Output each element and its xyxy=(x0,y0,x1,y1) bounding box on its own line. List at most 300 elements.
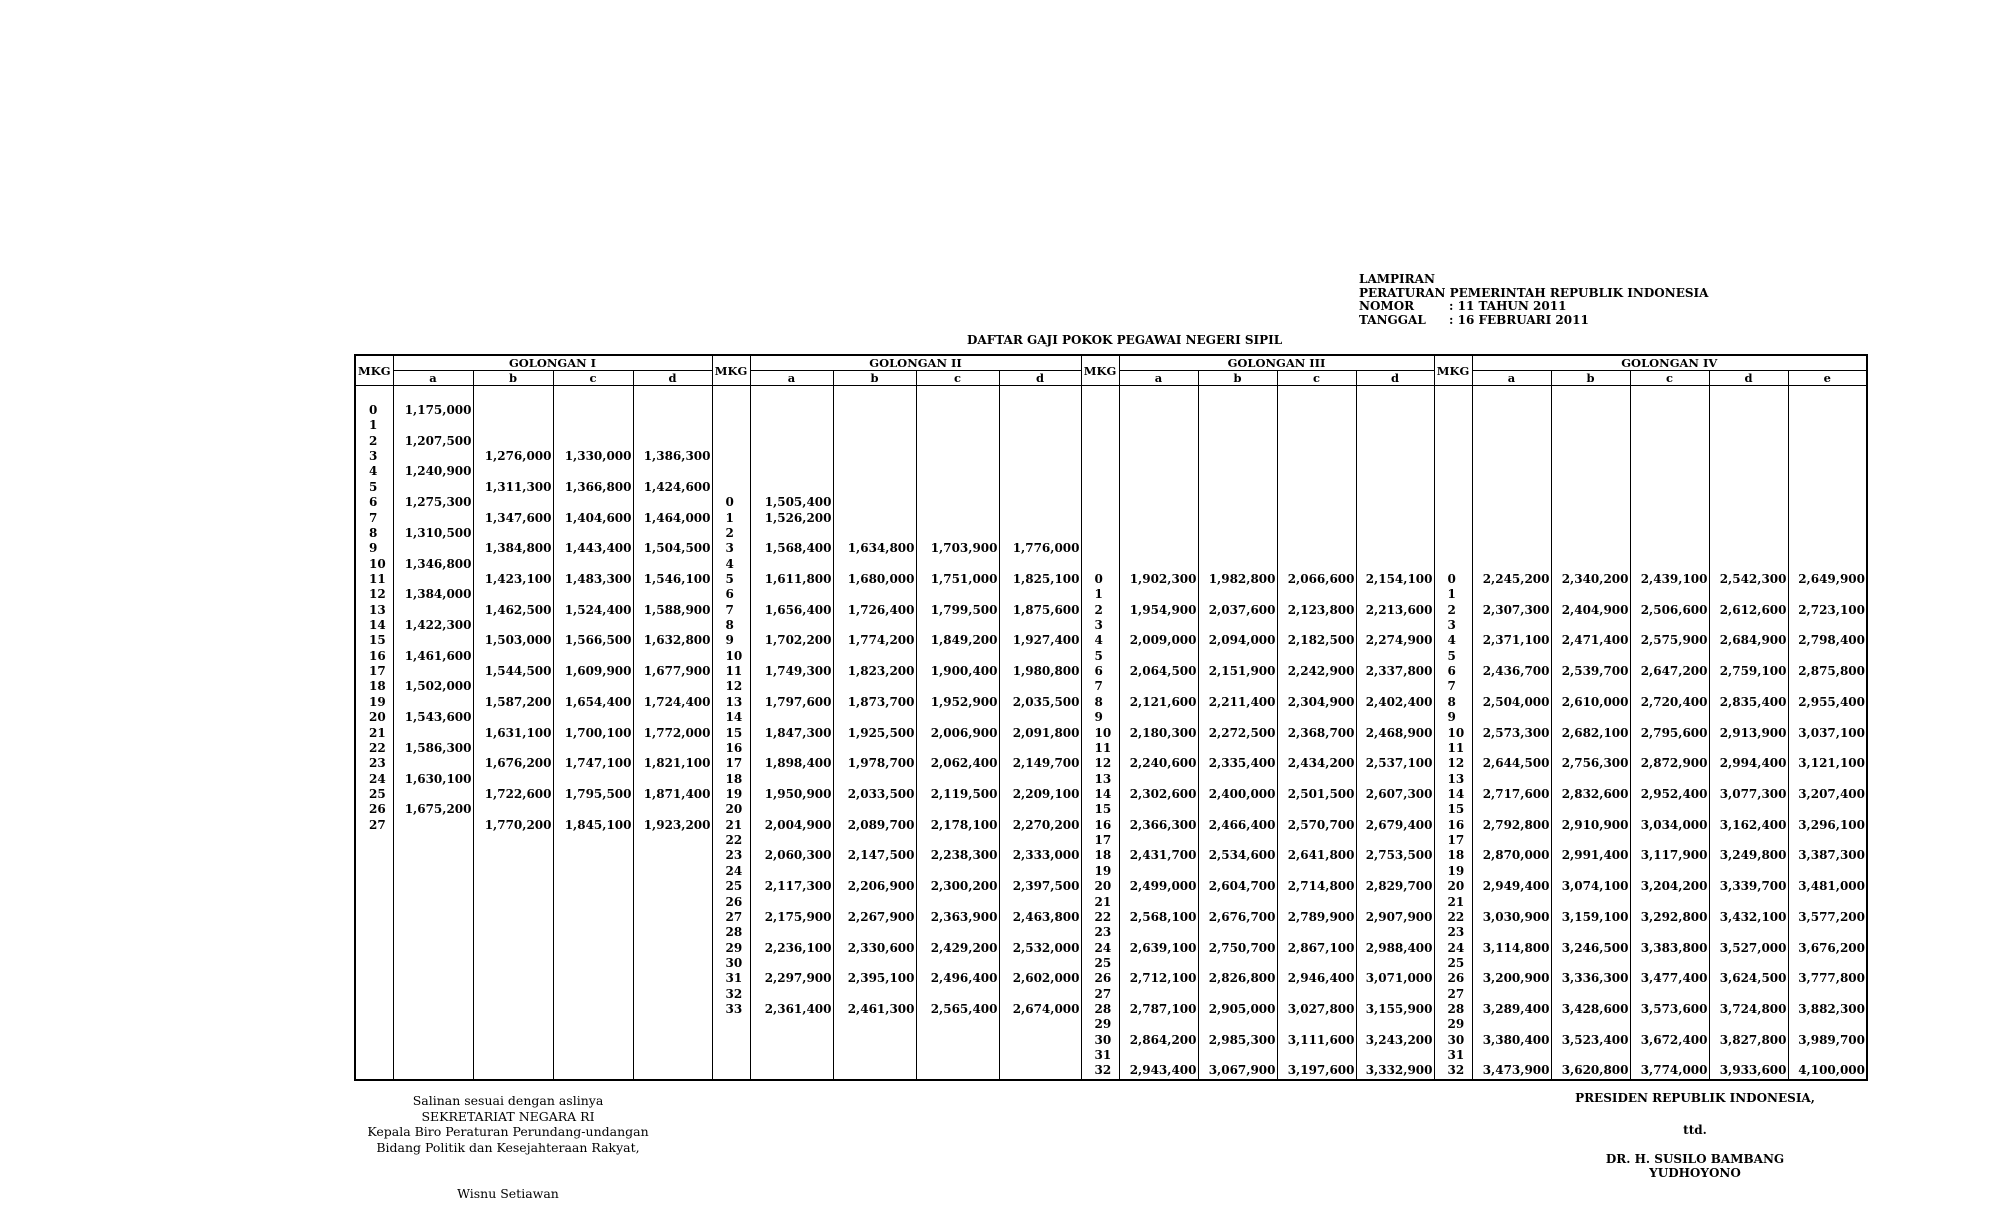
mkg-cell xyxy=(712,386,750,404)
mkg-cell xyxy=(1081,464,1119,479)
table-row xyxy=(355,587,1867,602)
salary-cell: 2,720,400 xyxy=(1630,695,1709,710)
salary-cell: 1,483,300 xyxy=(553,572,633,587)
salary-cell: 2,826,800 xyxy=(1198,971,1277,986)
salary-cell xyxy=(633,987,712,1002)
mkg-cell: 29 xyxy=(712,941,750,956)
salary-cell: 2,875,800 xyxy=(1788,664,1867,679)
subcol-header: b xyxy=(473,371,553,386)
salary-cell xyxy=(1472,987,1551,1002)
salary-cell: 2,245,200 xyxy=(1472,572,1551,587)
salary-cell xyxy=(1472,679,1551,694)
mkg-cell: 3 xyxy=(355,449,393,464)
salary-cell xyxy=(1119,1017,1198,1032)
salary-cell: 3,774,000 xyxy=(1630,1063,1709,1079)
salary-cell: 2,717,600 xyxy=(1472,787,1551,802)
mkg-cell: 9 xyxy=(1434,710,1472,725)
salary-cell xyxy=(393,418,473,433)
salary-cell: 2,639,100 xyxy=(1119,941,1198,956)
salary-cell xyxy=(1551,557,1630,572)
salary-cell xyxy=(1356,403,1434,418)
salary-cell: 1,611,800 xyxy=(750,572,833,587)
mkg-cell: 18 xyxy=(355,679,393,694)
mkg-cell: 31 xyxy=(1434,1048,1472,1063)
mkg-cell: 13 xyxy=(1081,772,1119,787)
salary-cell: 3,428,600 xyxy=(1551,1002,1630,1017)
mkg-cell: 4 xyxy=(1434,633,1472,648)
salary-cell: 3,432,100 xyxy=(1709,910,1788,925)
salary-cell xyxy=(916,495,999,510)
salary-cell xyxy=(553,618,633,633)
salary-cell xyxy=(1472,710,1551,725)
salary-cell xyxy=(1119,418,1198,433)
salary-cell xyxy=(1630,403,1709,418)
mkg-cell: 24 xyxy=(712,864,750,879)
salary-cell: 1,898,400 xyxy=(750,756,833,771)
salary-cell xyxy=(750,802,833,817)
salary-cell xyxy=(1356,386,1434,404)
salary-cell: 2,267,900 xyxy=(833,910,916,925)
salary-cell xyxy=(1356,434,1434,449)
salary-cell: 3,672,400 xyxy=(1630,1033,1709,1048)
salary-cell xyxy=(473,386,553,404)
salary-cell xyxy=(1119,511,1198,526)
salary-cell xyxy=(916,434,999,449)
salary-cell: 2,211,400 xyxy=(1198,695,1277,710)
salary-cell xyxy=(1277,557,1356,572)
salary-cell: 2,795,600 xyxy=(1630,726,1709,741)
mkg-cell: 10 xyxy=(712,649,750,664)
salary-cell xyxy=(1788,833,1867,848)
salary-cell xyxy=(833,587,916,602)
president-title: PRESIDEN REPUBLIK INDONESIA, xyxy=(1575,1091,1815,1105)
salary-cell xyxy=(1472,541,1551,556)
subcol-header: d xyxy=(633,371,712,386)
salary-cell xyxy=(1630,541,1709,556)
mkg-cell: 30 xyxy=(1081,1033,1119,1048)
salary-cell: 1,586,300 xyxy=(393,741,473,756)
salary-cell: 3,473,900 xyxy=(1472,1063,1551,1079)
salary-cell xyxy=(833,526,916,541)
salary-cell xyxy=(1119,802,1198,817)
mkg-cell: 19 xyxy=(712,787,750,802)
salary-cell xyxy=(1472,480,1551,495)
salary-cell: 2,302,600 xyxy=(1119,787,1198,802)
table-row xyxy=(355,1033,1867,1048)
table-row xyxy=(355,649,1867,664)
salary-cell xyxy=(750,649,833,664)
salary-cell xyxy=(1551,526,1630,541)
salary-cell xyxy=(999,741,1081,756)
mkg-cell: 3 xyxy=(1081,618,1119,633)
nomor-value: : 11 TAHUN 2011 xyxy=(1449,299,1567,313)
table-row xyxy=(355,1002,1867,1017)
salary-cell xyxy=(1788,418,1867,433)
salary-cell xyxy=(999,956,1081,971)
salary-cell xyxy=(750,895,833,910)
mkg-cell: 24 xyxy=(1434,941,1472,956)
salary-cell xyxy=(916,679,999,694)
salary-cell: 1,700,100 xyxy=(553,726,633,741)
mkg-cell: 23 xyxy=(1081,925,1119,940)
salary-cell xyxy=(1472,618,1551,633)
salary-cell xyxy=(1277,480,1356,495)
salary-cell xyxy=(473,710,553,725)
salary-cell xyxy=(1788,449,1867,464)
salary-cell xyxy=(1788,511,1867,526)
salary-cell: 3,676,200 xyxy=(1788,941,1867,956)
lampiran-tanggal xyxy=(1359,314,1708,328)
salary-cell xyxy=(1630,679,1709,694)
mkg-cell: 25 xyxy=(1434,956,1472,971)
salary-cell xyxy=(1277,741,1356,756)
salary-cell: 1,504,500 xyxy=(633,541,712,556)
salary-cell xyxy=(1551,1017,1630,1032)
salary-cell xyxy=(393,633,473,648)
salary-cell: 2,723,100 xyxy=(1788,603,1867,618)
salary-cell xyxy=(999,864,1081,879)
salary-cell xyxy=(1709,772,1788,787)
salary-cell xyxy=(633,971,712,986)
salary-cell xyxy=(833,710,916,725)
certification-line: SEKRETARIAT NEGARA RI xyxy=(421,1108,595,1124)
salary-cell xyxy=(553,526,633,541)
salary-cell xyxy=(833,833,916,848)
salary-cell xyxy=(473,864,553,879)
salary-cell xyxy=(1277,418,1356,433)
salary-cell: 3,027,800 xyxy=(1277,1002,1356,1017)
salary-cell: 2,330,600 xyxy=(833,941,916,956)
salary-cell xyxy=(1472,587,1551,602)
salary-cell: 3,624,500 xyxy=(1709,971,1788,986)
salary-cell: 2,123,800 xyxy=(1277,603,1356,618)
mkg-cell xyxy=(355,910,393,925)
salary-cell xyxy=(1551,956,1630,971)
subcol-header: a xyxy=(750,371,833,386)
salary-cell: 2,910,900 xyxy=(1551,818,1630,833)
salary-cell xyxy=(1198,464,1277,479)
salary-cell: 2,368,700 xyxy=(1277,726,1356,741)
salary-cell xyxy=(999,772,1081,787)
salary-cell: 2,178,100 xyxy=(916,818,999,833)
salary-cell xyxy=(553,987,633,1002)
salary-cell: 2,213,600 xyxy=(1356,603,1434,618)
mkg-cell: 12 xyxy=(1434,756,1472,771)
salary-cell xyxy=(1198,587,1277,602)
mkg-cell xyxy=(712,480,750,495)
salary-cell xyxy=(916,710,999,725)
salary-cell xyxy=(1788,587,1867,602)
salary-cell xyxy=(750,1033,833,1048)
salary-cell xyxy=(1198,618,1277,633)
salary-cell xyxy=(916,741,999,756)
salary-cell xyxy=(1277,925,1356,940)
table-row xyxy=(355,910,1867,925)
mkg-cell: 2 xyxy=(355,434,393,449)
salary-cell xyxy=(393,511,473,526)
salary-cell xyxy=(473,802,553,817)
salary-cell xyxy=(833,925,916,940)
nomor-label: NOMOR xyxy=(1359,299,1415,313)
mkg-cell: 5 xyxy=(355,480,393,495)
salary-cell: 2,684,900 xyxy=(1709,633,1788,648)
salary-cell xyxy=(1356,557,1434,572)
table-row xyxy=(355,495,1867,510)
mkg-cell: 25 xyxy=(355,787,393,802)
salary-cell: 1,175,000 xyxy=(393,403,473,418)
salary-cell: 1,609,900 xyxy=(553,664,633,679)
mkg-header-g4: MKG xyxy=(1434,355,1472,386)
table-row xyxy=(355,787,1867,802)
salary-cell xyxy=(1198,386,1277,404)
mkg-cell: 9 xyxy=(1081,710,1119,725)
salary-cell xyxy=(553,910,633,925)
salary-cell xyxy=(1472,386,1551,404)
salary-cell: 2,404,900 xyxy=(1551,603,1630,618)
salary-cell: 2,175,900 xyxy=(750,910,833,925)
table-row xyxy=(355,895,1867,910)
salary-cell: 1,543,600 xyxy=(393,710,473,725)
salary-cell: 2,565,400 xyxy=(916,1002,999,1017)
salary-cell xyxy=(1356,418,1434,433)
salary-cell: 2,570,700 xyxy=(1277,818,1356,833)
mkg-cell xyxy=(1434,449,1472,464)
tanggal-value: : 16 FEBRUARI 2011 xyxy=(1449,312,1589,327)
salary-cell: 2,004,900 xyxy=(750,818,833,833)
salary-cell xyxy=(833,1063,916,1079)
salary-cell xyxy=(833,495,916,510)
salary-cell: 2,532,000 xyxy=(999,941,1081,956)
mkg-cell xyxy=(355,1033,393,1048)
salary-cell xyxy=(393,925,473,940)
salary-cell xyxy=(750,557,833,572)
salary-cell xyxy=(633,1033,712,1048)
salary-cell xyxy=(750,864,833,879)
salary-cell xyxy=(473,925,553,940)
salary-cell xyxy=(473,848,553,863)
salary-cell: 3,121,100 xyxy=(1788,756,1867,771)
salary-cell xyxy=(750,464,833,479)
salary-cell: 1,461,600 xyxy=(393,649,473,664)
salary-cell xyxy=(633,864,712,879)
mkg-cell: 14 xyxy=(712,710,750,725)
mkg-cell: 15 xyxy=(712,726,750,741)
mkg-cell: 19 xyxy=(1081,864,1119,879)
mkg-cell: 19 xyxy=(355,695,393,710)
salary-cell: 2,575,900 xyxy=(1630,633,1709,648)
salary-cell: 2,274,900 xyxy=(1356,633,1434,648)
salary-cell xyxy=(393,572,473,587)
salary-cell xyxy=(1788,956,1867,971)
salary-cell xyxy=(1630,434,1709,449)
mkg-cell xyxy=(1081,511,1119,526)
salary-cell xyxy=(393,864,473,879)
salary-cell: 1,526,200 xyxy=(750,511,833,526)
mkg-cell xyxy=(355,971,393,986)
salary-cell xyxy=(1709,833,1788,848)
mkg-cell xyxy=(1434,495,1472,510)
salary-cell xyxy=(999,833,1081,848)
salary-cell: 1,588,900 xyxy=(633,603,712,618)
salary-cell xyxy=(553,1017,633,1032)
salary-cell xyxy=(750,480,833,495)
salary-cell: 1,702,200 xyxy=(750,633,833,648)
salary-cell: 1,978,700 xyxy=(833,756,916,771)
salary-cell xyxy=(1788,386,1867,404)
mkg-cell xyxy=(1081,541,1119,556)
mkg-cell: 1 xyxy=(1081,587,1119,602)
subcol-header: d xyxy=(999,371,1081,386)
salary-cell xyxy=(633,1048,712,1063)
mkg-cell xyxy=(355,833,393,848)
salary-cell: 3,332,900 xyxy=(1356,1063,1434,1079)
salary-cell xyxy=(1472,925,1551,940)
salary-cell xyxy=(1630,864,1709,879)
salary-cell xyxy=(633,833,712,848)
salary-cell xyxy=(999,895,1081,910)
salary-cell xyxy=(1788,987,1867,1002)
salary-cell: 3,155,900 xyxy=(1356,1002,1434,1017)
table-row xyxy=(355,756,1867,771)
salary-cell: 3,292,800 xyxy=(1630,910,1709,925)
salary-cell: 2,750,700 xyxy=(1198,941,1277,956)
salary-cell: 2,363,900 xyxy=(916,910,999,925)
salary-cell: 3,577,200 xyxy=(1788,910,1867,925)
mkg-cell xyxy=(712,434,750,449)
salary-cell xyxy=(393,756,473,771)
salary-cell: 1,544,500 xyxy=(473,664,553,679)
salary-cell xyxy=(393,695,473,710)
lampiran-heading: LAMPIRAN xyxy=(1359,272,1435,286)
salary-cell: 1,982,800 xyxy=(1198,572,1277,587)
salary-cell: 3,882,300 xyxy=(1788,1002,1867,1017)
salary-cell xyxy=(916,1063,999,1079)
salary-cell xyxy=(833,418,916,433)
mkg-cell: 14 xyxy=(1434,787,1472,802)
salary-cell xyxy=(1551,679,1630,694)
salary-cell xyxy=(633,386,712,404)
mkg-cell: 26 xyxy=(1434,971,1472,986)
salary-cell: 2,154,100 xyxy=(1356,572,1434,587)
salary-cell: 2,506,600 xyxy=(1630,603,1709,618)
salary-cell xyxy=(633,464,712,479)
certification-block xyxy=(340,1093,676,1155)
salary-cell xyxy=(633,895,712,910)
salary-cell: 3,380,400 xyxy=(1472,1033,1551,1048)
mkg-cell: 20 xyxy=(1081,879,1119,894)
salary-cell xyxy=(916,418,999,433)
salary-cell xyxy=(1472,434,1551,449)
subcol-header: a xyxy=(1472,371,1551,386)
mkg-cell xyxy=(355,848,393,863)
salary-cell xyxy=(1277,403,1356,418)
salary-cell xyxy=(473,1017,553,1032)
salary-cell xyxy=(633,557,712,572)
salary-cell: 1,795,500 xyxy=(553,787,633,802)
salary-cell: 2,006,900 xyxy=(916,726,999,741)
salary-cell xyxy=(1630,1017,1709,1032)
salary-cell: 2,753,500 xyxy=(1356,848,1434,863)
mkg-cell: 27 xyxy=(1434,987,1472,1002)
salary-cell xyxy=(1198,895,1277,910)
salary-cell: 2,499,000 xyxy=(1119,879,1198,894)
salary-cell xyxy=(473,495,553,510)
mkg-cell: 22 xyxy=(355,741,393,756)
mkg-cell: 33 xyxy=(712,1002,750,1017)
salary-cell xyxy=(1356,649,1434,664)
salary-cell xyxy=(833,679,916,694)
salary-cell: 3,111,600 xyxy=(1277,1033,1356,1048)
salary-cell: 2,371,100 xyxy=(1472,633,1551,648)
salary-cell: 1,900,400 xyxy=(916,664,999,679)
salary-cell xyxy=(1356,925,1434,940)
salary-cell: 1,275,300 xyxy=(393,495,473,510)
salary-cell xyxy=(1119,386,1198,404)
salary-cell xyxy=(1788,403,1867,418)
salary-cell: 2,272,500 xyxy=(1198,726,1277,741)
salary-cell xyxy=(999,449,1081,464)
mkg-cell: 15 xyxy=(1081,802,1119,817)
salary-cell: 2,340,200 xyxy=(1551,572,1630,587)
salary-cell: 2,679,400 xyxy=(1356,818,1434,833)
salary-cell xyxy=(916,987,999,1002)
salary-cell: 2,151,900 xyxy=(1198,664,1277,679)
salary-cell xyxy=(1277,710,1356,725)
salary-cell xyxy=(1709,449,1788,464)
salary-cell xyxy=(1709,1017,1788,1032)
mkg-cell: 0 xyxy=(355,403,393,418)
salary-cell xyxy=(1551,418,1630,433)
salary-cell: 2,676,700 xyxy=(1198,910,1277,925)
mkg-cell: 21 xyxy=(1081,895,1119,910)
salary-cell xyxy=(999,1048,1081,1063)
salary-cell xyxy=(553,925,633,940)
mkg-cell: 9 xyxy=(355,541,393,556)
salary-cell xyxy=(1277,541,1356,556)
salary-cell xyxy=(1551,741,1630,756)
subcol-header: b xyxy=(1198,371,1277,386)
salary-cell xyxy=(473,941,553,956)
salary-cell: 4,100,000 xyxy=(1788,1063,1867,1079)
salary-cell xyxy=(1356,772,1434,787)
mkg-cell xyxy=(1434,557,1472,572)
salary-cell xyxy=(633,679,712,694)
mkg-cell: 17 xyxy=(1081,833,1119,848)
salary-cell xyxy=(1472,418,1551,433)
table-row xyxy=(355,541,1867,556)
salary-cell xyxy=(633,418,712,433)
salary-cell xyxy=(473,649,553,664)
salary-cell xyxy=(393,895,473,910)
salary-cell xyxy=(1551,987,1630,1002)
salary-cell xyxy=(1788,618,1867,633)
salary-cell: 3,030,900 xyxy=(1472,910,1551,925)
salary-cell xyxy=(1788,1048,1867,1063)
mkg-cell: 24 xyxy=(1081,941,1119,956)
salary-cell xyxy=(1277,772,1356,787)
salary-cell: 1,774,200 xyxy=(833,633,916,648)
salary-cell: 1,875,600 xyxy=(999,603,1081,618)
salary-cell xyxy=(916,587,999,602)
salary-cell: 2,952,400 xyxy=(1630,787,1709,802)
salary-cell: 1,330,000 xyxy=(553,449,633,464)
salary-cell xyxy=(1119,541,1198,556)
salary-cell xyxy=(1788,495,1867,510)
salary-cell xyxy=(750,386,833,404)
table-row xyxy=(355,971,1867,986)
salary-cell xyxy=(999,495,1081,510)
subcol-header: a xyxy=(1119,371,1198,386)
